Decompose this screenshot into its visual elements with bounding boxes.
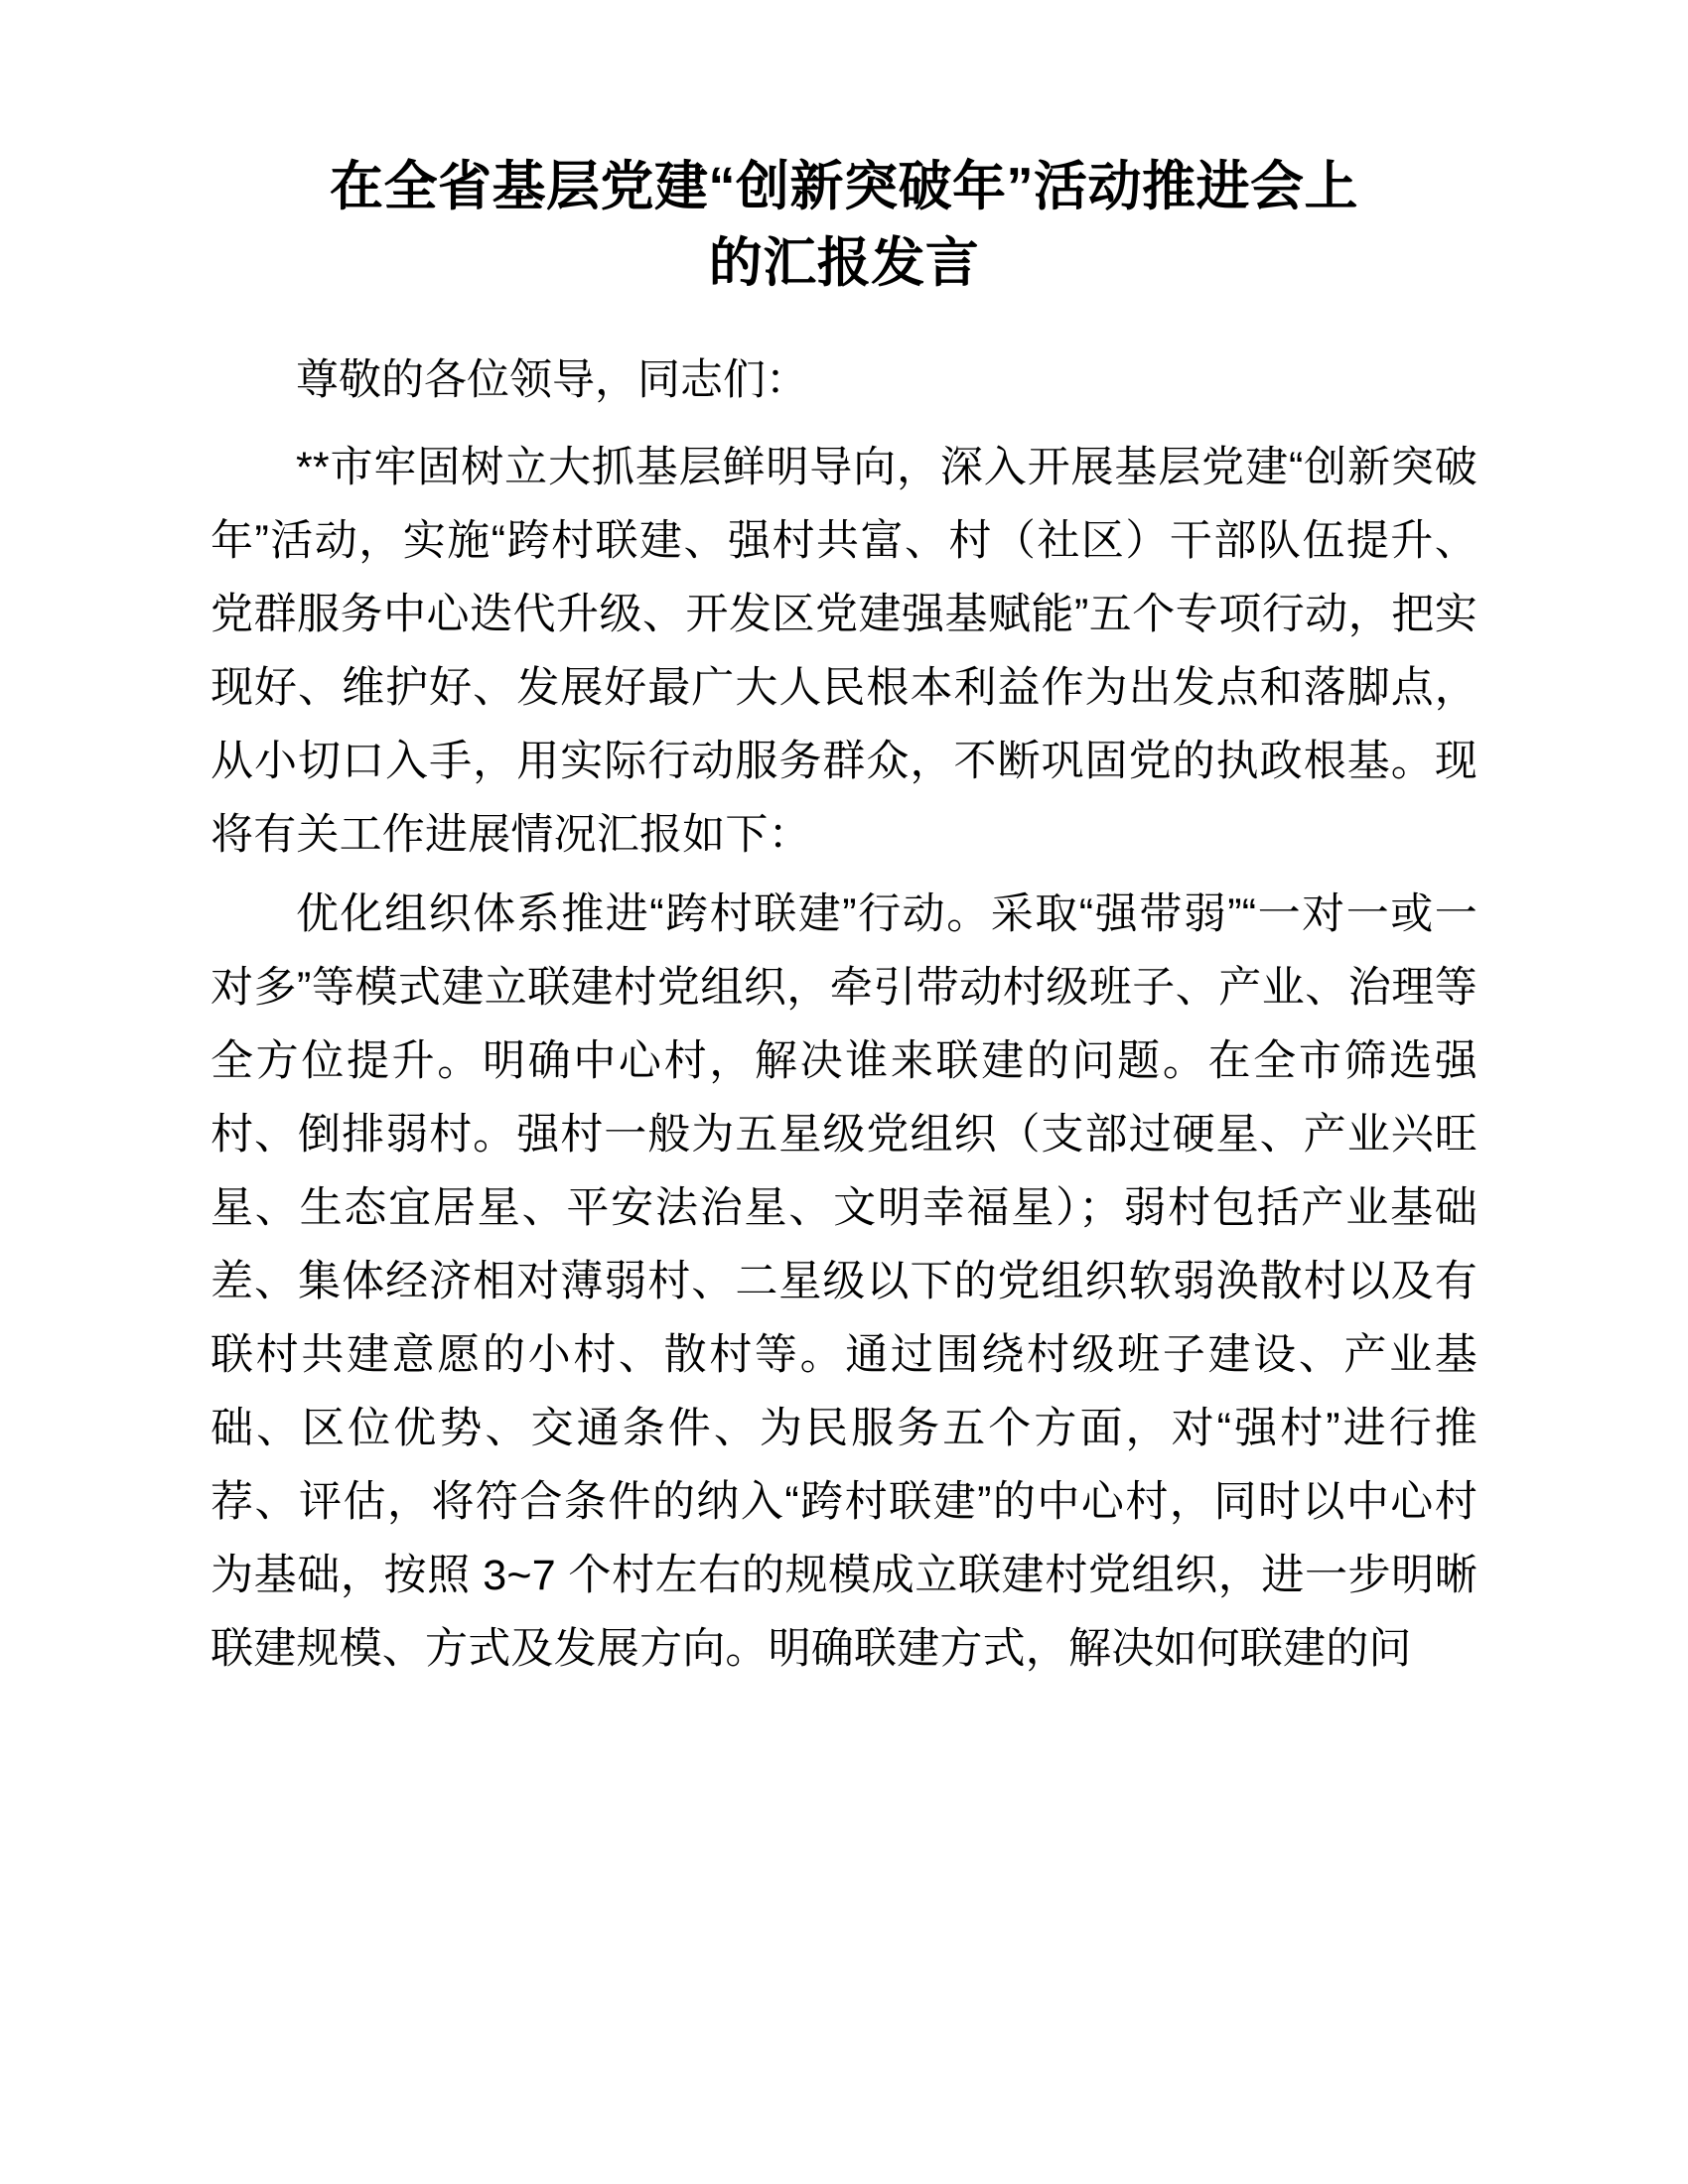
title-line-2: 的汇报发言 bbox=[708, 232, 980, 293]
salutation: 尊敬的各位领导，同志们： bbox=[296, 356, 808, 405]
body-paragraph-2: 优化组织体系推进“跨村联建”行动。采取“强带弱”“一对一或一对多”等模式建立联建村党组织，牵引带动村级班子、产业、治理等全方位提升。明确中心村，解决谁来联建的问题。在全市筛选强村、倒排弱村。强村一般为五星级党组织（支部过硬星、产业兴旺星、生态宜居星、平安法治星、文明幸福星）；弱村包括产业基础差、集体经济相对薄弱村、二星级以下的党组织软弱涣散村以及有联村共建意愿的小村、散村等。通过围绕村级班子建设、产业基础、区位优势、交通条件、为民服务五个方面，对“强村”进行推荐、评估，将符合条件的纳入“跨村联建”的中心村，同时以中心村为基础，按照 3~7 个村左右的规模成立联建村党组织，进一步明晰联建规模、方式及发展方向。明确联建方式，解决如何联建的问 bbox=[211, 890, 1477, 1673]
body-paragraph-1: **市牢固树立大抓基层鲜明导向，深入开展基层党建“创新突破年”活动，实施“跨村联建、强村共富、村（社区）干部队伍提升、党群服务中心迭代升级、开发区党建强基赋能”五个专项行动，把实现好、维护好、发展好最广大人民根本利益作为出发点和落脚点，从小切口入手，用实际行动服务群众，不断巩固党的执政根基。现将有关工作进展情况汇报如下： bbox=[211, 444, 1477, 860]
document-body bbox=[211, 344, 1477, 1686]
page-title bbox=[211, 0, 1477, 301]
title-line-1: 在全省基层党建“创新突破年”活动推进会上 bbox=[330, 157, 1358, 216]
